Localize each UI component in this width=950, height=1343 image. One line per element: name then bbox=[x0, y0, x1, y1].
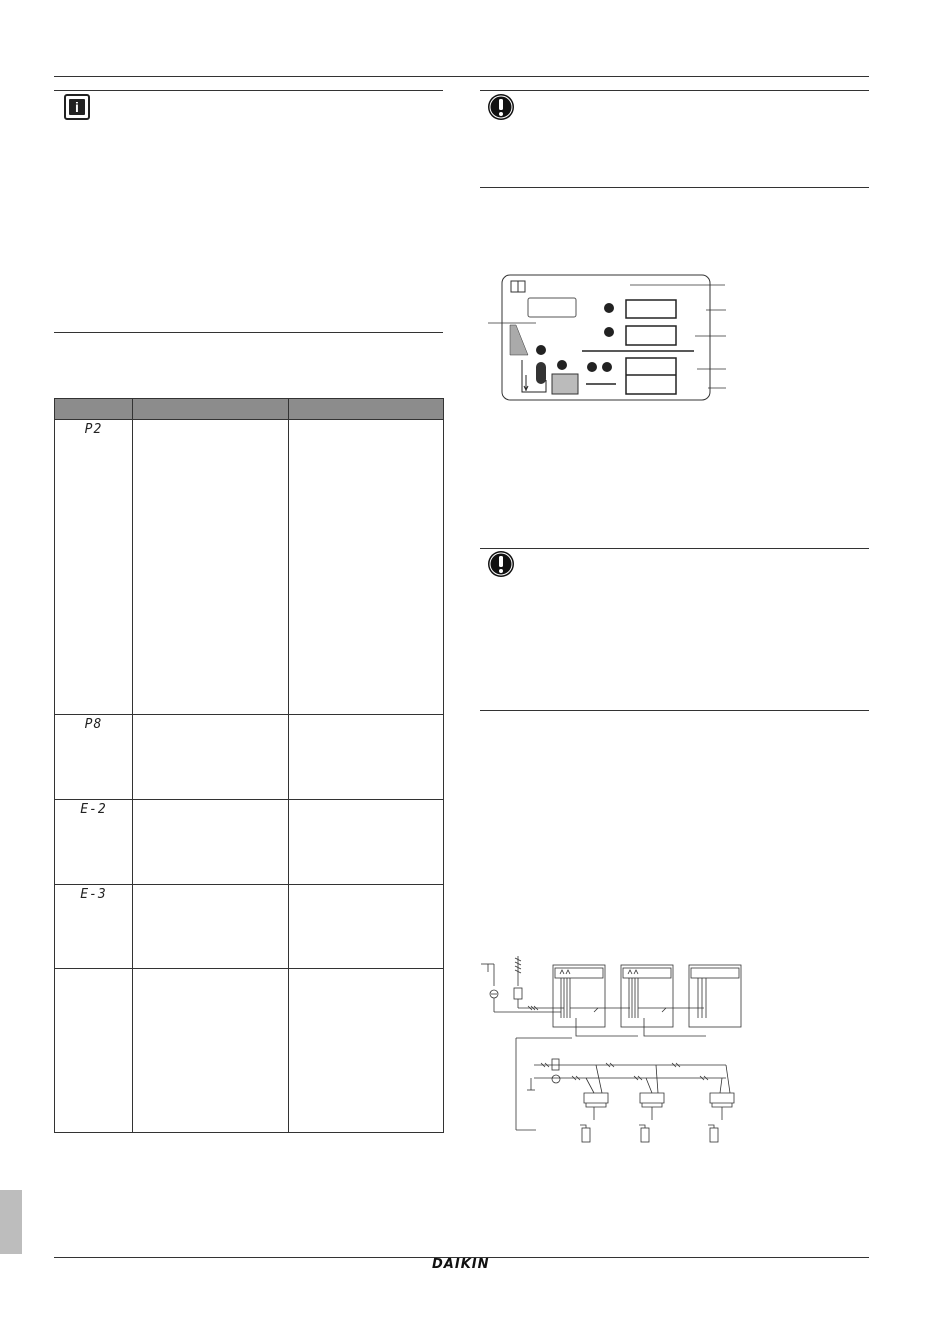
table-header-cell bbox=[289, 399, 444, 420]
warning-note-2-top-rule bbox=[480, 548, 869, 549]
error-code: E-3 bbox=[55, 885, 133, 969]
info-icon: i bbox=[64, 94, 90, 120]
error-solution bbox=[289, 885, 444, 969]
error-solution bbox=[289, 715, 444, 800]
table-row bbox=[55, 420, 444, 715]
warning-note-2-bottom-rule bbox=[480, 710, 869, 711]
error-code: P8 bbox=[55, 715, 133, 800]
table-row bbox=[55, 969, 444, 1133]
warning-note-1-bottom-rule bbox=[480, 187, 869, 188]
error-cause bbox=[133, 800, 289, 885]
header-rule bbox=[54, 76, 869, 77]
table-row bbox=[55, 885, 444, 969]
info-note-bottom-rule bbox=[54, 332, 443, 333]
table-row bbox=[55, 800, 444, 885]
brand-logo: DAIKIN bbox=[432, 1257, 490, 1272]
error-code-table bbox=[54, 398, 444, 1133]
error-cause bbox=[133, 420, 289, 715]
error-cause bbox=[133, 885, 289, 969]
table-header-row bbox=[55, 399, 444, 420]
table-header-cell bbox=[55, 399, 133, 420]
error-code: P2 bbox=[55, 420, 133, 715]
wiring-diagram bbox=[476, 950, 766, 1150]
error-code: E-2 bbox=[55, 800, 133, 885]
error-code bbox=[55, 969, 133, 1133]
error-solution bbox=[289, 800, 444, 885]
error-cause bbox=[133, 969, 289, 1133]
error-solution bbox=[289, 420, 444, 715]
warning-note-1-top-rule bbox=[480, 90, 869, 91]
warning-exclamation-icon bbox=[487, 93, 515, 121]
section-side-tab bbox=[0, 1190, 22, 1254]
error-solution bbox=[289, 969, 444, 1133]
control-board-diagram bbox=[480, 268, 730, 408]
error-cause bbox=[133, 715, 289, 800]
table-row bbox=[55, 715, 444, 800]
table-header-cell bbox=[133, 399, 289, 420]
warning-exclamation-icon bbox=[487, 550, 515, 578]
info-note-top-rule bbox=[54, 90, 443, 91]
